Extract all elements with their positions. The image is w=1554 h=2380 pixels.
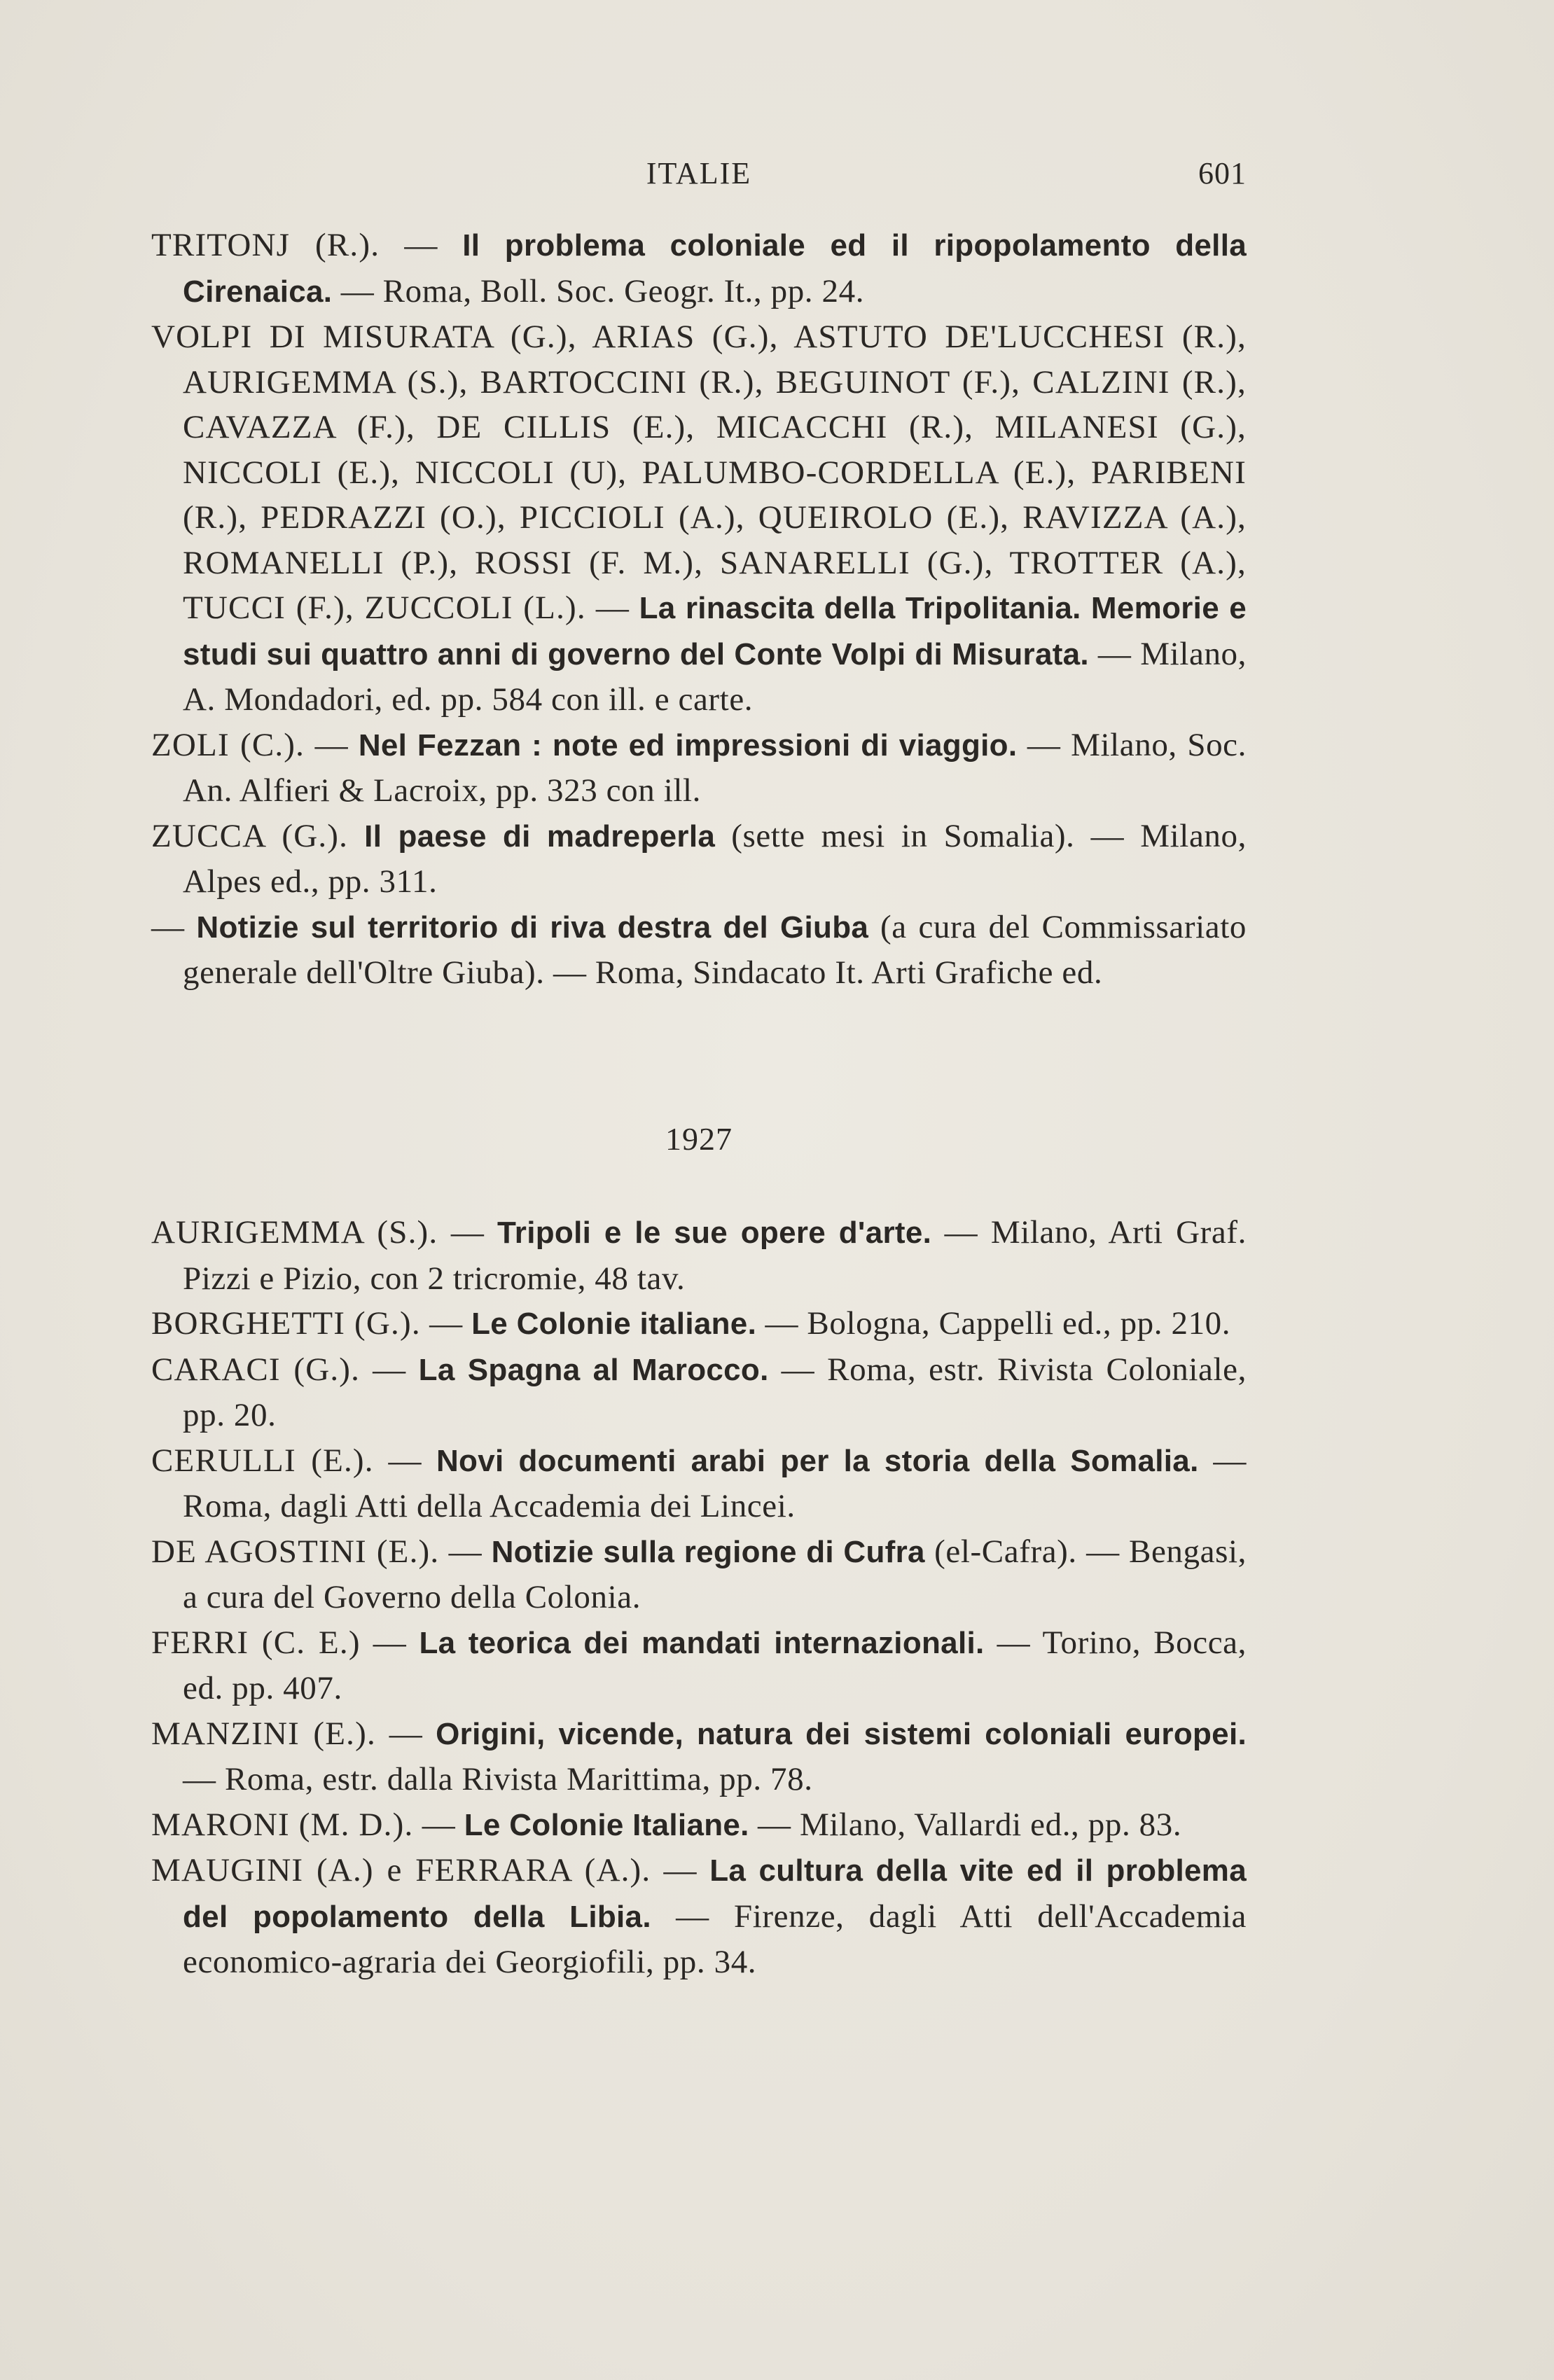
entry-separator: —	[931, 1214, 991, 1251]
entry-title: Notizie sul territorio di riva destra del Giuba	[196, 910, 869, 945]
entry-separator: —	[183, 1761, 225, 1797]
entry-separator: —	[984, 1624, 1043, 1661]
bibliography-entry	[151, 1711, 1247, 1802]
entry-author: CERULLI (E.).	[151, 1442, 374, 1479]
entry-separator: —	[768, 1351, 828, 1388]
entry-title: Il paese di madreperla	[364, 819, 716, 854]
entry-title: Tripoli e le sue opere d'arte.	[497, 1216, 932, 1250]
entry-separator: —	[151, 908, 197, 945]
running-title: ITALIE	[646, 156, 752, 190]
entry-title: Le Colonie italiane.	[471, 1307, 757, 1341]
entry-author: CARACI (G.).	[151, 1351, 361, 1388]
entry-separator	[925, 1533, 934, 1570]
entry-separator	[868, 909, 880, 945]
year-heading: 1927	[665, 1121, 733, 1157]
entry-author: BORGHETTI (G.).	[151, 1305, 421, 1342]
entry-title: La Spagna al Marocco.	[418, 1352, 769, 1387]
entry-publication: Milano, Arti Graf. Pizzi e Pizio, con 2 tricromie, 48 tav.	[183, 1214, 1247, 1297]
bibliography-section-1927	[151, 1210, 1247, 1985]
entry-author: AURIGEMMA (S.).	[151, 1214, 438, 1251]
entry-separator: —	[756, 1305, 807, 1342]
entry-author: FERRI (C. E.)	[151, 1624, 361, 1661]
entry-separator	[348, 818, 364, 854]
entry-author: ZUCCA (G.).	[151, 817, 349, 854]
entry-title: Notizie sulla regione di Cufra	[491, 1534, 925, 1569]
entry-title: Nel Fezzan : note ed impressioni di viaggio.	[358, 728, 1018, 763]
entry-separator: —	[749, 1806, 800, 1843]
entry-title: La rinascita della Tripolitania. Memorie e studi sui quattro anni di governo del Conte Volpi di Misurata.	[183, 591, 1247, 671]
entry-separator: —	[438, 1214, 498, 1251]
entry-author: DE AGOSTINI (E.).	[151, 1533, 440, 1570]
entry-publication: Milano, Soc. An. Alfieri & Lacroix, pp. 323 con ill.	[183, 726, 1247, 809]
entry-publication: Roma, Boll. Soc. Geogr. It., pp. 24.	[382, 272, 865, 309]
entry-publication: (a cura del Commissariato generale dell'Oltre Giuba). — Roma, Sindacato It. Arti Grafiche ed.	[183, 908, 1247, 991]
bibliography-entry	[151, 1210, 1247, 1301]
entry-publication: Torino, Bocca, ed. pp. 407.	[183, 1624, 1247, 1706]
entry-publication: Milano, A. Mondadori, ed. pp. 584 con ill. e carte.	[183, 635, 1247, 718]
bibliography-entry	[151, 1301, 1247, 1347]
entry-separator: —	[651, 1898, 735, 1935]
entry-title: La teorica dei mandati internazionali.	[419, 1625, 985, 1660]
bibliography-entry	[151, 1438, 1247, 1529]
entry-separator: —	[651, 1852, 710, 1888]
bibliography-entry	[151, 1620, 1247, 1711]
page-number: 601	[1198, 156, 1247, 190]
entry-separator: —	[1088, 635, 1141, 672]
entry-title: Il problema coloniale ed il ripopolamento della Cirenaica.	[183, 228, 1247, 309]
entry-separator: —	[1017, 726, 1071, 763]
entry-title: Novi documenti arabi per la storia della Somalia.	[436, 1443, 1199, 1478]
bibliography-entry	[151, 1347, 1247, 1438]
bibliography-entry	[151, 905, 1247, 996]
page-header	[151, 155, 1247, 197]
entry-author: MAUGINI (A.) e FERRARA (A.).	[151, 1852, 651, 1888]
entry-publication: (sette mesi in Somalia). — Milano, Alpes ed., pp. 311.	[183, 817, 1247, 900]
entry-author: MANZINI (E.).	[151, 1715, 376, 1752]
entry-publication: Bologna, Cappelli ed., pp. 210.	[807, 1305, 1231, 1342]
entry-separator: —	[360, 1351, 419, 1388]
entry-separator: —	[413, 1806, 464, 1843]
bibliography-entry	[151, 1802, 1247, 1849]
entry-separator: —	[332, 272, 383, 309]
bibliography-section-1926	[151, 223, 1247, 996]
entry-publication: Roma, estr. Rivista Coloniale, pp. 20.	[183, 1351, 1247, 1433]
entry-publication: Milano, Vallardi ed., pp. 83.	[800, 1806, 1182, 1843]
bibliography-entry	[151, 723, 1247, 814]
entry-separator: —	[380, 227, 463, 263]
entry-author: MARONI (M. D.).	[151, 1806, 414, 1843]
entry-author: VOLPI DI MISURATA (G.), ARIAS (G.), ASTUTO DE'LUCCHESI (R.), AURIGEMMA (S.), BARTOCCINI (R.), BEGUINOT (F.), CALZINI (R.), CAVAZZA (F.), DE CILLIS (E.), MICACCHI (R.), MILANESI (G.), NICCOLI (E.), NICCOLI (U), PALUMBO-CORDELLA (E.), PARIBENI (R.), PEDRAZZI (O.), PICCIOLI (A.), QUEIROLO (E.), RAVIZZA (A.), ROMANELLI (P.), ROSSI (F. M.), SANARELLI (G.), TROTTER (A.), TUCCI (F.), ZUCCOLI (L.).	[151, 319, 1247, 626]
entry-author: ZOLI (C.).	[151, 726, 305, 763]
entry-separator: —	[585, 590, 639, 626]
bibliography-entry	[151, 314, 1247, 723]
entry-publication: Firenze, dagli Atti dell'Accademia economico-agraria dei Georgiofili, pp. 34.	[183, 1898, 1247, 1980]
entry-separator: —	[360, 1624, 419, 1661]
entry-separator: —	[373, 1442, 436, 1479]
entry-publication: Roma, dagli Atti della Accademia dei Lincei.	[183, 1488, 796, 1524]
entry-separator: —	[1198, 1442, 1247, 1479]
bibliography-entry	[151, 1848, 1247, 1985]
entry-publication: Roma, estr. dalla Rivista Marittima, pp. 78.	[224, 1761, 813, 1797]
entry-separator: —	[420, 1305, 472, 1342]
entry-title: Origini, vicende, natura dei sistemi coloniali europei.	[436, 1716, 1247, 1751]
entry-publication: (el-Cafra). — Bengasi, a cura del Governo della Colonia.	[183, 1533, 1247, 1615]
bibliography-entry	[151, 814, 1247, 905]
entry-title: Le Colonie Italiane.	[464, 1807, 749, 1842]
entry-separator	[715, 818, 731, 854]
entry-separator: —	[375, 1715, 436, 1752]
entry-title: La cultura della vite ed il problema del popolamento della Libia.	[183, 1853, 1247, 1934]
entry-separator: —	[439, 1533, 492, 1570]
bibliography-entry	[151, 223, 1247, 314]
bibliography-entry	[151, 1529, 1247, 1620]
entry-author: TRITONJ (R.).	[151, 227, 380, 263]
entry-separator: —	[305, 726, 359, 763]
